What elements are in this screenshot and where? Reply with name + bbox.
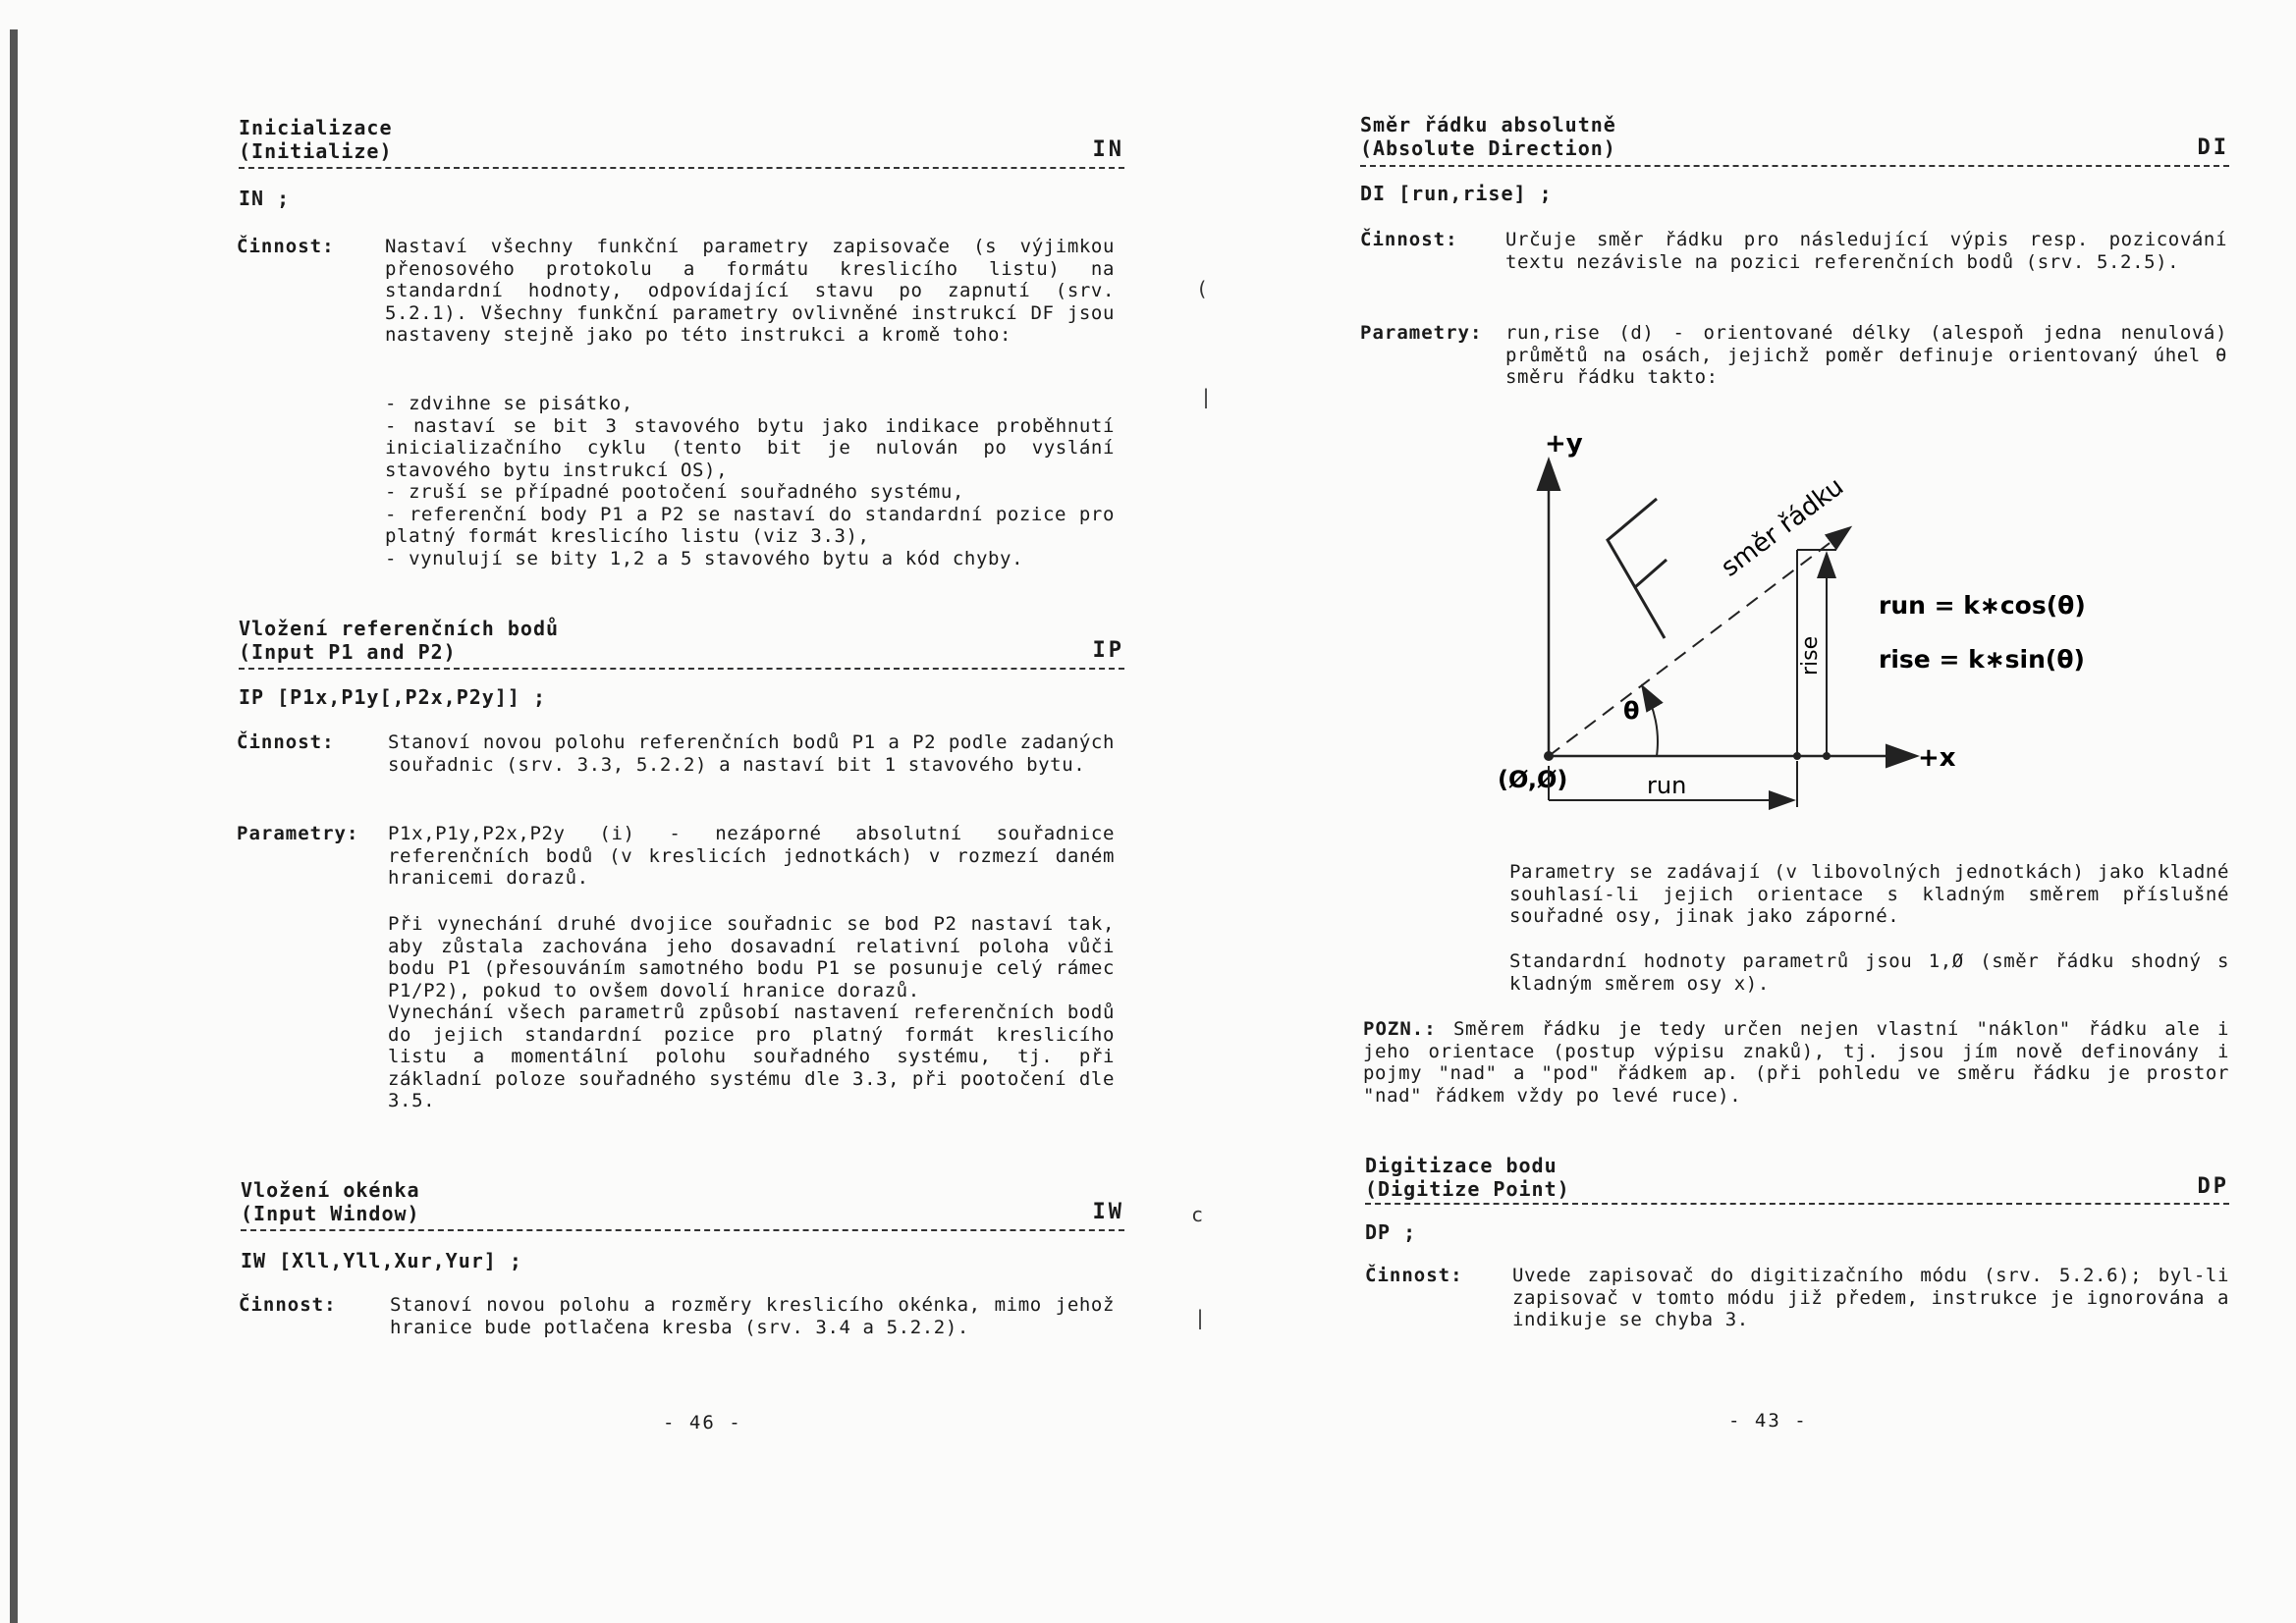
- header-rule: [239, 668, 1124, 670]
- section-title-initialize: [239, 116, 393, 163]
- note-label: POZN.:: [1363, 1018, 1437, 1040]
- activity-paragraph: Určuje směr řádku pro následující výpis resp. pozicování textu nezávisle na pozici referenčních bodů (srv. 5.2.5).: [1505, 229, 2227, 273]
- section-title-absolute-direction: [1360, 113, 1616, 160]
- activity-text: [385, 236, 1115, 347]
- description-text: [388, 913, 1115, 1112]
- paragraph: Při vynechání druhé dvojice souřadnic se bod P2 nastaví tak, aby zůstala zachována jeho dosavadní relativní poloha vůči bodu P1 (přesouváním samotného bodu P1 se posunuje celý rámec P1/P2), pokud to ovšem dovolí hranice dorazů.: [388, 913, 1115, 1001]
- formula-run: run = k∗cos(θ): [1879, 591, 2086, 620]
- run-end-point: [1793, 752, 1801, 760]
- run-label: run: [1647, 772, 1687, 799]
- section-title: Vložení okénka: [241, 1178, 420, 1202]
- direction-label: směr řádku: [1716, 471, 1850, 583]
- paragraph: Standardní hodnoty parametrů jsou 1,Ø (směr řádku shodný s kladným směrem osy x).: [1509, 950, 2229, 995]
- command-code-ip: IP: [1092, 638, 1124, 663]
- params-label: Parametry:: [1360, 322, 1483, 344]
- activity-paragraph: Stanoví novou polohu a rozměry kreslicího okénka, mimo jehož hranice bude potlačena kresba (srv. 3.4 a 5.2.2).: [390, 1294, 1115, 1338]
- rise-label: rise: [1798, 635, 1823, 676]
- header-rule: [1365, 1203, 2229, 1205]
- section-title: Digitizace bodu: [1365, 1154, 1558, 1177]
- left-page: [226, 0, 1124, 1623]
- paragraph: Vynechání všech parametrů způsobí nastavení referenčních bodů do jejich standardní pozice pro platný formát kreslicího listu a momentální polohu souřadného systému, tj. při základní poloze souřadného systému dle 3.3, při pootočení dle 3.5.: [388, 1001, 1115, 1111]
- right-page: [1360, 0, 2234, 1623]
- command-code-di: DI: [2197, 135, 2229, 160]
- activity-paragraph: Nastaví všechny funkční parametry zapisovače (s výjimkou přenosového protokolu a formátu kreslicího listu) na standardní hodnoty, odpovídající stavu po zapnutí (srv. 5.2.1). Všechny funkční parametry ovlivněné instrukcí DF jsou nastaveny stejně jako po této instrukci a kromě toho:: [385, 236, 1115, 346]
- header-rule: [239, 167, 1124, 169]
- direction-diagram: [1498, 422, 2146, 815]
- command-code-dp: DP: [2197, 1174, 2229, 1199]
- activity-text: [390, 1294, 1115, 1338]
- defaults-note: [1509, 950, 2229, 995]
- page-number: - 43 -: [1728, 1410, 1808, 1432]
- params-paragraph: P1x,P1y,P2x,P2y (i) - nezáporné absolutní souřadnice referenčních bodů (v kreslicích jednotkách) v rozmezí daném hranicemi dorazů.: [388, 823, 1115, 889]
- activity-label: Činnost:: [1360, 229, 1458, 250]
- list-item: - zdvihne se pisátko,: [385, 393, 633, 414]
- section-title: Vložení referenčních bodů: [239, 617, 560, 640]
- theta-label: θ: [1623, 697, 1640, 725]
- command-syntax: IN ;: [239, 187, 291, 210]
- activity-label: Činnost:: [1365, 1265, 1463, 1286]
- list-item: - nastaví se bit 3 stavového bytu jako indikace proběhnutí inicializačního cyklu (tento bit je nulován po vyslání stavového bytu instrukcí OS),: [385, 414, 1115, 481]
- section-subtitle: (Input Window): [241, 1202, 420, 1225]
- binding-edge: [10, 29, 18, 1623]
- command-code-in: IN: [1092, 137, 1124, 162]
- activity-paragraph: Stanoví novou polohu referenčních bodů P1 a P2 podle zadaných souřadnic (srv. 3.3, 5.2.2) a nastaví bit 1 stavového bytu.: [388, 731, 1115, 776]
- section-title-digitize-point: [1365, 1154, 1570, 1201]
- command-syntax: DP ;: [1365, 1220, 1417, 1244]
- note-paragraph: Směrem řádku je tedy určen nejen vlastní "náklon" řádku ale i jeho orientace (postup výpisu znaků), tj. jsou jím nově definovány i pojmy "nad" a "pod" řádkem ap. (při pohledu ve směru řádku je prostor "nad" řádkem vždy po levé ruce).: [1363, 1018, 2229, 1107]
- note-text: [1363, 1018, 2229, 1107]
- y-axis-label: +y: [1545, 429, 1583, 459]
- command-code-iw: IW: [1092, 1200, 1124, 1224]
- list-item: - vynulují se bity 1,2 a 5 stavového bytu a kód chyby.: [385, 547, 1024, 569]
- activity-text: [1505, 229, 2227, 273]
- section-title-input-window: [241, 1178, 420, 1225]
- activity-text: [388, 731, 1115, 776]
- rise-base-point: [1823, 752, 1831, 760]
- x-axis-label: +x: [1918, 743, 1956, 773]
- header-rule: [1360, 165, 2229, 167]
- activity-label: Činnost:: [237, 236, 335, 257]
- command-syntax: DI [run,rise] ;: [1360, 182, 1553, 205]
- activity-paragraph: Uvede zapisovač do digitizačního módu (srv. 5.2.6); byl-li zapisovač v tomto módu již předem, instrukce je ignorována a indikuje se chyba 3.: [1512, 1265, 2229, 1330]
- stray-mark: c: [1191, 1203, 1204, 1226]
- section-title: Směr řádku absolutně: [1360, 113, 1616, 136]
- activity-label: Činnost:: [237, 731, 335, 753]
- params-paragraph: run,rise (d) - orientované délky (alespoň jedna nenulová) průmětů na osách, jejichž poměr definuje orientovaný úhel θ směru řádku takto:: [1505, 322, 2227, 388]
- origin-label: (Ø,Ø): [1498, 766, 1568, 793]
- activity-label: Činnost:: [239, 1294, 337, 1316]
- paragraph: Parametry se zadávají (v libovolných jednotkách) jako kladné souhlasí-li jejich orientace s kladným směrem příslušné souřadné osy, jinak jako záporné.: [1509, 861, 2229, 927]
- params-text: [1505, 322, 2227, 389]
- section-subtitle: (Absolute Direction): [1360, 136, 1616, 160]
- section-subtitle: (Digitize Point): [1365, 1177, 1570, 1201]
- command-syntax: IP [P1x,P1y[,P2x,P2y]] ;: [239, 685, 546, 709]
- formula-rise: rise = k∗sin(θ): [1879, 645, 2085, 674]
- section-subtitle: (Initialize): [239, 139, 393, 163]
- params-note: [1509, 861, 2229, 928]
- stray-mark: |: [1200, 385, 1213, 408]
- command-syntax: IW [Xll,Yll,Xur,Yur] ;: [241, 1249, 522, 1272]
- sample-letter-f: [1608, 499, 1667, 638]
- params-label: Parametry:: [237, 823, 359, 844]
- bullet-list: [385, 393, 1115, 569]
- angle-arc: [1643, 687, 1658, 756]
- section-subtitle: (Input P1 and P2): [239, 640, 457, 664]
- list-item: - zruší se případné pootočení souřadného systému,: [385, 481, 964, 503]
- stray-mark: |: [1194, 1306, 1207, 1329]
- page-number: - 46 -: [663, 1412, 742, 1434]
- section-title-input-p1p2: [239, 617, 559, 664]
- params-text: [388, 823, 1115, 890]
- section-title: Inicializace: [239, 116, 393, 139]
- list-item: - referenční body P1 a P2 se nastaví do standardní pozice pro platný formát kreslicího listu (viz 3.3),: [385, 503, 1115, 547]
- header-rule: [241, 1229, 1124, 1231]
- stray-mark: (: [1196, 277, 1209, 300]
- activity-text: [1512, 1265, 2229, 1331]
